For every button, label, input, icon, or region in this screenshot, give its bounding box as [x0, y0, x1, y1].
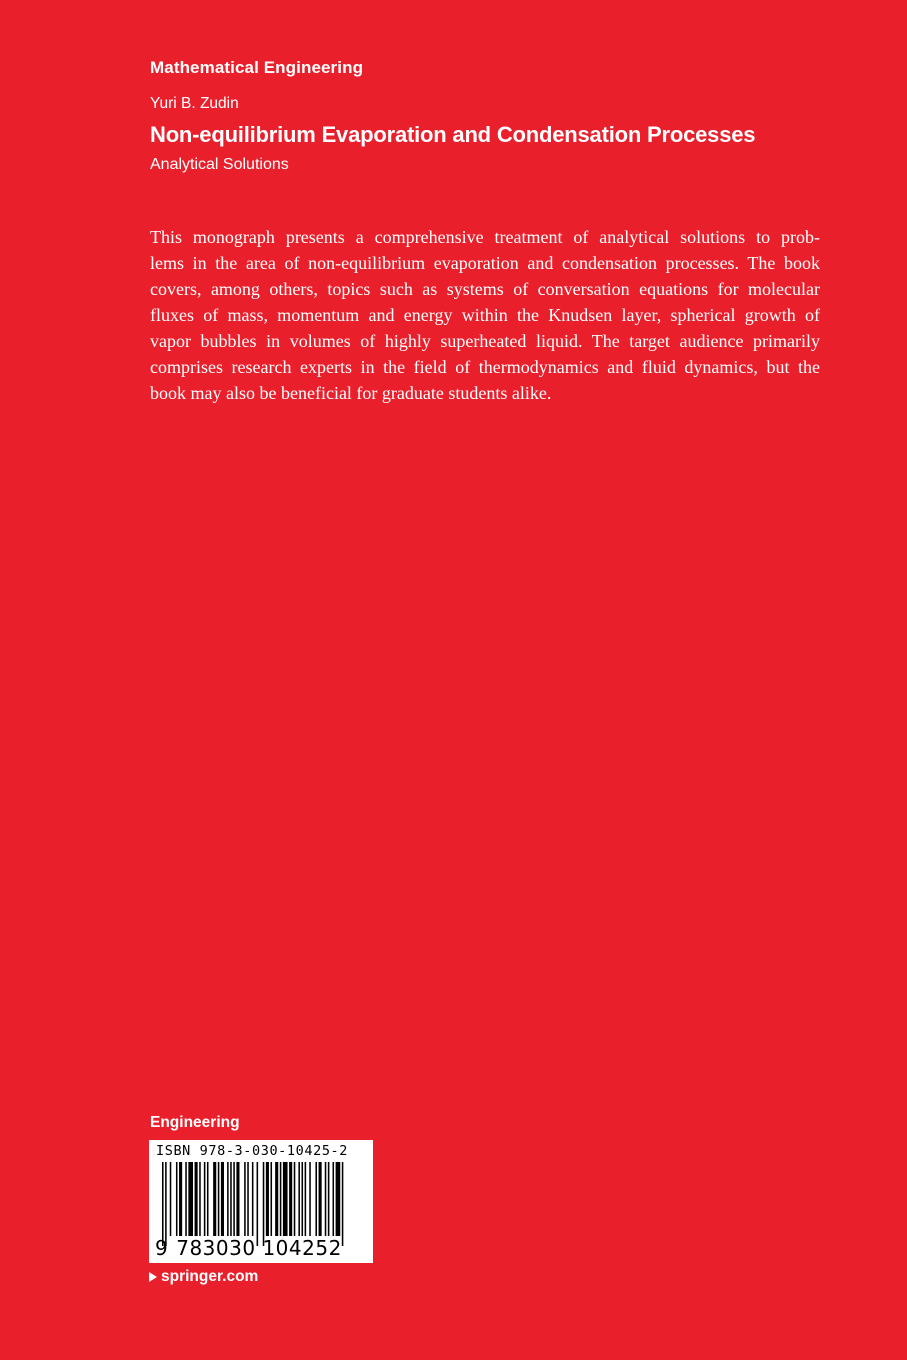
barcode-number: 783030 104252: [176, 1236, 342, 1260]
barcode-bar: [275, 1162, 278, 1236]
book-subtitle: Analytical Solutions: [150, 156, 289, 173]
barcode-bar: [252, 1162, 254, 1236]
barcode-bar: [271, 1162, 273, 1236]
book-title: Non-equilibrium Evaporation and Condensation Processes: [150, 122, 756, 147]
blurb-line: covers, among others, topics such as systems of conversation equations for molecular: [150, 279, 820, 299]
barcode-bar: [333, 1162, 335, 1236]
author-name: Yuri B. Zudin: [150, 95, 239, 112]
barcode-bar: [325, 1162, 327, 1236]
barcode-bar: [165, 1162, 167, 1246]
barcode-bar: [263, 1162, 265, 1246]
barcode-lead-digit: 9: [155, 1236, 169, 1260]
barcode-digits: [155, 1236, 342, 1260]
barcode-bar: [315, 1162, 317, 1236]
barcode-bar: [204, 1162, 206, 1236]
barcode-bar: [266, 1162, 269, 1236]
blurb-line: book may also be beneficial for graduate students alike.: [150, 383, 552, 403]
barcode-bar: [221, 1162, 224, 1236]
barcode-bar: [244, 1162, 246, 1236]
website-link[interactable]: [149, 1268, 258, 1286]
barcode-bar: [218, 1162, 220, 1236]
barcode-bar: [213, 1162, 216, 1236]
barcode-bar: [162, 1162, 164, 1246]
barcode-bar: [309, 1162, 311, 1236]
barcode: [149, 1140, 373, 1263]
blurb-line: This monograph presents a comprehensive treatment of analytical solutions to prob-: [150, 227, 820, 247]
barcode-bar: [188, 1162, 193, 1236]
barcode-bar: [233, 1162, 235, 1236]
barcode-bar: [170, 1162, 172, 1236]
barcode-bar: [195, 1162, 198, 1236]
barcode-bar: [298, 1162, 300, 1236]
blurb-line: comprises research experts in the field of thermodynamics and fluid dynamics, but the: [150, 357, 820, 377]
barcode-bar: [247, 1162, 249, 1236]
barcode-bar: [328, 1162, 330, 1236]
barcode-bar: [230, 1162, 232, 1236]
barcode-bar: [342, 1162, 344, 1246]
barcode-bar: [185, 1162, 187, 1236]
blurb-line: fluxes of mass, momentum and energy within the Knudsen layer, spherical growth of: [150, 305, 820, 325]
barcode-bar: [257, 1162, 259, 1246]
barcode-bars: [162, 1162, 362, 1246]
subject-label: Engineering: [150, 1114, 240, 1131]
arrow-right-icon: [149, 1272, 157, 1282]
blurb-line: lems in the area of non-equilibrium evaporation and condensation processes. The book: [150, 253, 820, 273]
isbn-text: ISBN 978-3-030-10425-2: [156, 1143, 349, 1159]
barcode-bar: [283, 1162, 288, 1236]
barcode-bar: [179, 1162, 182, 1236]
barcode-bar: [336, 1162, 341, 1236]
blurb-line: vapor bubbles in volumes of highly superheated liquid. The target audience primarily: [150, 331, 820, 351]
barcode-bar: [289, 1162, 292, 1236]
barcode-bar: [305, 1162, 307, 1236]
barcode-bar: [236, 1162, 239, 1236]
barcode-bar: [280, 1162, 282, 1236]
barcode-bar: [302, 1162, 304, 1236]
barcode-bar: [199, 1162, 201, 1236]
barcode-bar: [319, 1162, 322, 1236]
barcode-bar: [176, 1162, 178, 1236]
barcode-bar: [227, 1162, 229, 1236]
series-name: Mathematical Engineering: [150, 58, 364, 77]
barcode-bar: [294, 1162, 296, 1236]
blurb: [150, 224, 820, 406]
website-label: springer.com: [161, 1268, 259, 1285]
barcode-bar: [207, 1162, 209, 1236]
